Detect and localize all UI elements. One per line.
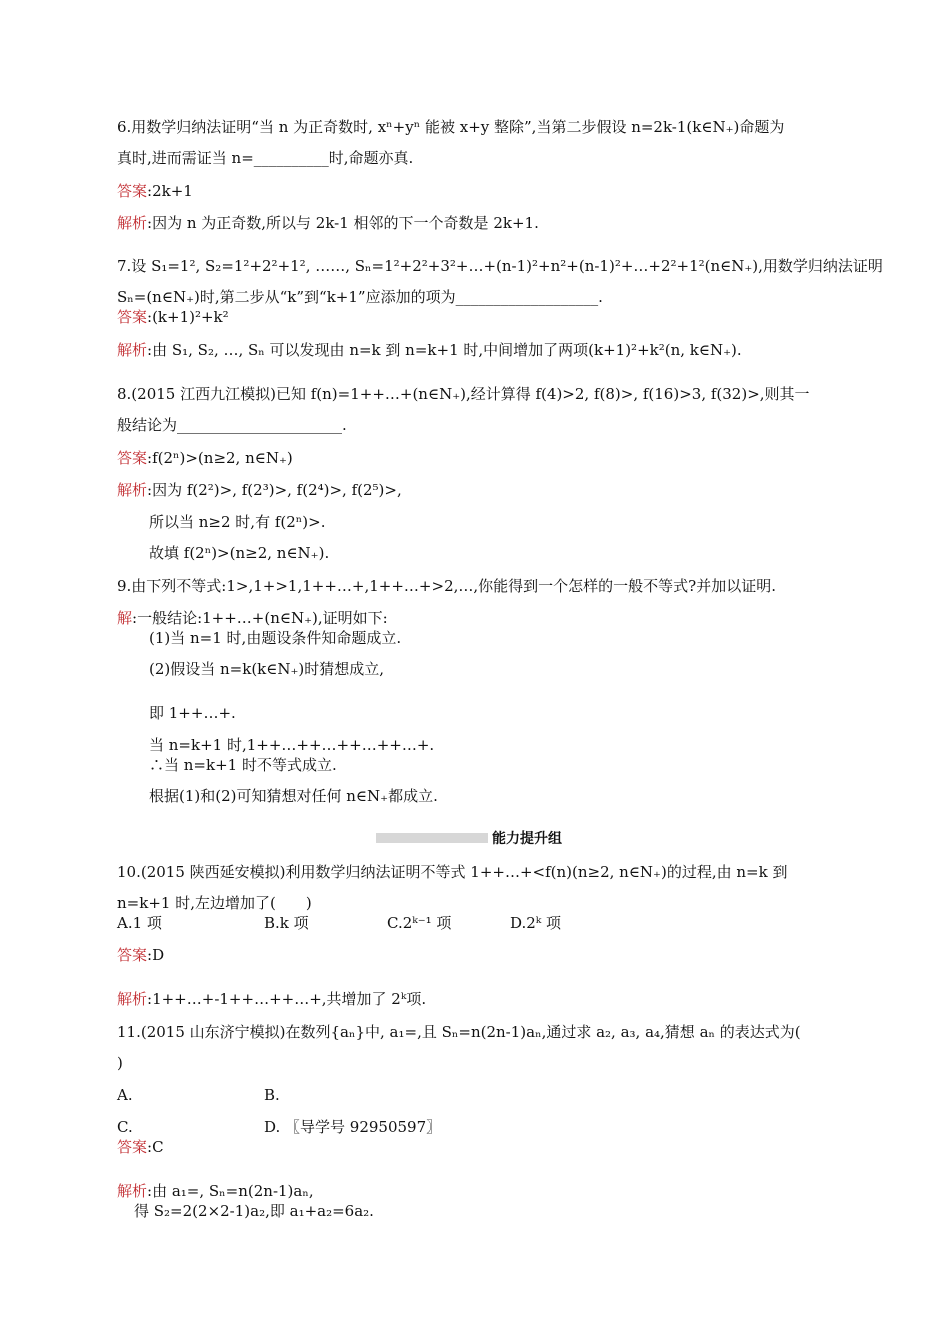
q6-stem-line1: 6.用数学归纳法证明“当 n 为正奇数时, xⁿ+yⁿ 能被 x+y 整除”,当第二步假设 n=2k-1(k∈N₊)命题为 — [117, 118, 785, 136]
q11-answer — [117, 1137, 164, 1157]
q9-solution-line6: ∴当 n=k+1 时不等式成立. — [149, 756, 337, 774]
q11-analysis-line2: 得 S₂=2(2×2-1)a₂,即 a₁+a₂=6a₂. — [134, 1202, 374, 1220]
answer-text: :D — [147, 946, 165, 964]
analysis-label: 解析 — [117, 341, 148, 359]
analysis-text: :由 a₁=, Sₙ=n(2n-1)aₙ, — [147, 1182, 314, 1200]
section-title: 能力提升组 — [492, 831, 562, 847]
answer-text: :C — [147, 1138, 164, 1156]
q9-solution-line4: 即 1++…+. — [149, 704, 236, 722]
answer-label: 答案 — [117, 1138, 148, 1156]
analysis-text: :1++…+-1++…++…+,共增加了 2ᵏ项. — [147, 990, 427, 1008]
q9-solution-line3: (2)假设当 n=k(k∈N₊)时猜想成立, — [149, 660, 385, 678]
solution-label: 解 — [117, 609, 133, 627]
q10-option-d: D.2ᵏ 项 — [510, 914, 562, 932]
q10-analysis — [117, 989, 426, 1009]
q11-stem-line2: ) — [117, 1054, 123, 1072]
solution-text: :一般结论:1++…+(n∈N₊),证明如下: — [132, 609, 388, 627]
analysis-label: 解析 — [117, 990, 148, 1008]
q10-option-a: A.1 项 — [117, 914, 162, 932]
answer-text: :2k+1 — [147, 182, 193, 200]
q8-analysis-line3: 故填 f(2ⁿ)>(n≥2, n∈N₊). — [149, 544, 330, 562]
q7-analysis — [117, 340, 742, 360]
q10-stem-line1: 10.(2015 陕西延安模拟)利用数学归纳法证明不等式 1++…+<f(n)(n≥2, n∈N₊)的过程,由 n=k 到 — [117, 863, 788, 881]
answer-text: :(k+1)²+k² — [147, 308, 229, 326]
q7-stem-line1: 7.设 S₁=1², S₂=1²+2²+1², ……, Sₙ=1²+2²+3²+…+(n-1)²+n²+(n-1)²+…+2²+1²(n∈N₊),用数学归纳法证明 — [117, 257, 883, 275]
analysis-label: 解析 — [117, 481, 148, 499]
q8-analysis-line2: 所以当 n≥2 时,有 f(2ⁿ)>. — [149, 513, 326, 531]
analysis-text: :因为 f(2²)>, f(2³)>, f(2⁴)>, f(2⁵)>, — [147, 481, 402, 499]
q8-answer — [117, 448, 293, 468]
q11-option-a: A. — [117, 1086, 133, 1104]
q11-option-d: D. 〖导学号 92950597〗 — [264, 1118, 442, 1136]
q11-option-c: C. — [117, 1118, 133, 1136]
q8-stem-line1: 8.(2015 江西九江模拟)已知 f(n)=1++…+(n∈N₊),经计算得 f(4)>2, f(8)>, f(16)>3, f(32)>,则其一 — [117, 385, 810, 403]
q6-analysis — [117, 213, 539, 233]
answer-label: 答案 — [117, 182, 148, 200]
q9-solution-line7: 根据(1)和(2)可知猜想对任何 n∈N₊都成立. — [149, 787, 438, 805]
answer-label: 答案 — [117, 308, 148, 326]
answer-label: 答案 — [117, 946, 148, 964]
q6-answer — [117, 181, 193, 201]
analysis-label: 解析 — [117, 214, 148, 232]
q8-analysis — [117, 480, 402, 500]
q9-solution-line5: 当 n=k+1 时,1++…++…++…++…+. — [149, 736, 435, 754]
answer-text: :f(2ⁿ)>(n≥2, n∈N₊) — [147, 449, 293, 467]
answer-label: 答案 — [117, 449, 148, 467]
analysis-text: :由 S₁, S₂, …, Sₙ 可以发现由 n=k 到 n=k+1 时,中间增加了两项(k+1)²+k²(n, k∈N₊). — [147, 341, 742, 359]
q9-solution-line2: (1)当 n=1 时,由题设条件知命题成立. — [149, 629, 402, 647]
q10-answer — [117, 945, 164, 965]
analysis-text: :因为 n 为正奇数,所以与 2k-1 相邻的下一个奇数是 2k+1. — [147, 214, 539, 232]
q11-stem-line1: 11.(2015 山东济宁模拟)在数列{aₙ}中, a₁=,且 Sₙ=n(2n-1)aₙ,通过求 a₂, a₃, a₄,猜想 aₙ 的表达式为( — [117, 1023, 801, 1041]
q7-stem-line2: Sₙ=(n∈N₊)时,第二步从“k”到“k+1”应添加的项为___________________. — [117, 288, 603, 306]
q10-option-c: C.2ᵏ⁻¹ 项 — [387, 914, 452, 932]
section-header-bar — [376, 833, 488, 843]
q9-stem: 9.由下列不等式:1>,1+>1,1++…+,1++…+>2,…,你能得到一个怎样的一般不等式?并加以证明. — [117, 577, 776, 595]
q10-stem-line2: n=k+1 时,左边增加了( ) — [117, 894, 312, 912]
q7-answer — [117, 307, 229, 327]
q11-option-b: B. — [264, 1086, 280, 1104]
q11-analysis — [117, 1181, 314, 1201]
q8-stem-line2: 般结论为______________________. — [117, 416, 347, 434]
q6-stem-line2: 真时,进而需证当 n=__________时,命题亦真. — [117, 149, 414, 167]
q9-solution-line1 — [117, 608, 388, 628]
q10-option-b: B.k 项 — [264, 914, 309, 932]
analysis-label: 解析 — [117, 1182, 148, 1200]
